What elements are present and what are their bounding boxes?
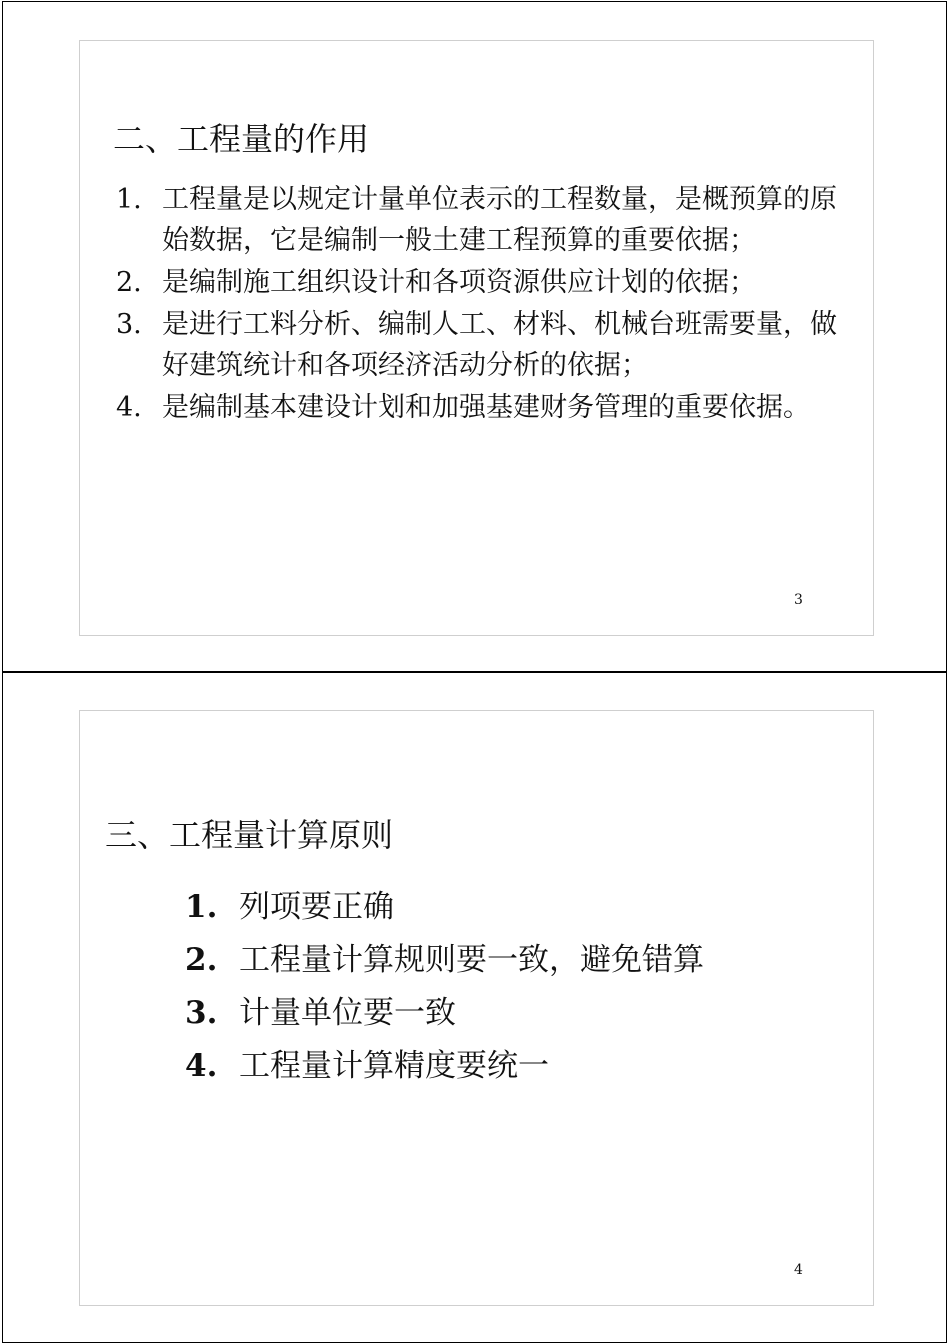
item-number: 3. [116,309,142,340]
page-number: 4 [794,1262,803,1278]
item-text: 列项要正确 [239,889,394,925]
item-text: 是编制基本建设计划和加强基建财务管理的重要依据。 [162,392,810,423]
item-number: 4. [116,392,142,423]
list-item [116,262,846,303]
list-item [116,179,846,261]
item-number: 1. [116,184,142,215]
list-item [116,304,846,386]
list-item [185,881,704,934]
item-text: 工程量是以规定计量单位表示的工程数量，是概预算的原始数据，它是编制一般土建工程预算的重要依据； [162,184,837,256]
item-text: 是编制施工组织设计和各项资源供应计划的依据； [162,267,756,298]
item-number: 3. [185,995,218,1031]
item-text: 是进行工料分析、编制人工、材料、机械台班需要量，做好建筑统计和各项经济活动分析的依据； [162,309,837,381]
item-text: 工程量计算精度要统一 [239,1048,549,1084]
slide-title: 三、工程量计算原则 [105,816,394,854]
item-number: 2. [116,267,142,298]
item-text: 计量单位要一致 [239,995,456,1031]
list-item [185,987,704,1040]
list-item [185,1040,704,1093]
item-text: 工程量计算规则要一致，避免错算 [239,942,704,978]
item-number: 1. [185,889,218,925]
list-item [185,934,704,987]
item-number: 2. [185,942,218,978]
page-cell-top [2,1,947,672]
page-number: 3 [794,592,803,608]
slide-title: 二、工程量的作用 [113,120,370,158]
item-number: 4. [185,1048,218,1084]
slide-4 [79,710,874,1306]
principle-list [185,881,704,1093]
list-item [116,387,846,428]
page-cell-bottom [2,672,947,1343]
function-list [116,179,846,429]
slide-3 [79,40,874,636]
